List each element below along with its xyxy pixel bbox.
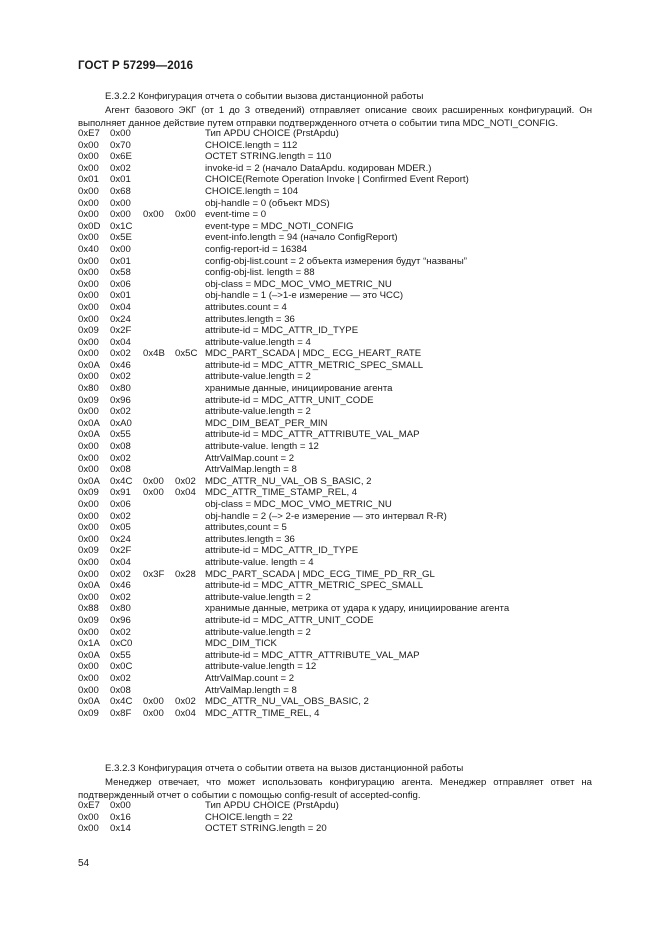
hex-byte: 0x00 [143,696,164,708]
hex-byte: 0x02 [110,371,131,383]
hex-byte: 0x02 [175,696,196,708]
hex-byte: 0x6E [110,151,132,163]
hex-byte: 0x02 [110,162,131,174]
hex-byte: 0x00 [78,139,99,151]
hex-byte: 0x00 [78,591,99,603]
field-description: MDC_ATTR_TIME_STAMP_REL, 4 [205,487,358,499]
hex-byte: 0x02 [175,475,196,487]
field-description: MDC_ATTR_NU_VAL_OBS_BASIC, 2 [205,696,369,708]
hex-byte: 0x00 [78,406,99,418]
hex-byte: 0x3F [143,568,165,580]
hex-byte: 0x00 [143,487,164,499]
hex-byte: 0x00 [78,185,99,197]
field-description: invoke-id = 2 (начало DataApdu. кодирован MDER.) [205,162,432,174]
field-description: OCTET STRING.length = 110 [205,151,332,163]
field-description: attribute-id = MDC_ATTR_ID_TYPE [205,545,359,557]
hex-byte: 0x02 [110,591,131,603]
hex-byte: 0x91 [110,487,131,499]
hex-byte: 0x2F [110,325,132,337]
hex-byte: 0x09 [78,394,99,406]
hex-byte: 0x00 [78,452,99,464]
hex-byte: 0x24 [110,533,131,545]
field-description: CHOICE.length = 22 [205,811,293,823]
hex-byte: 0x00 [110,209,131,221]
section-title-e322: E.3.2.2 Конфигурация отчета о событии вызова дистанционной работы [105,91,424,102]
field-description: attribute-id = MDC_ATTR_ID_TYPE [205,325,359,337]
field-description: attributes,count = 5 [205,522,287,534]
hex-byte: 0x00 [78,232,99,244]
field-description: MDC_DIM_TICK [205,638,277,650]
field-description: attributes.count = 4 [205,301,287,313]
hex-byte: 0x04 [110,301,131,313]
hex-byte: 0x00 [78,197,99,209]
hex-byte: 0x0D [78,220,101,232]
hex-byte: 0x00 [143,209,164,221]
hex-byte: 0x55 [110,649,131,661]
hex-byte: 0x4B [143,348,165,360]
field-description: config-obj-list.count = 2 объекта измерения будут “названы” [205,255,467,267]
hex-byte: 0x01 [78,174,99,186]
field-description: event-time = 0 [205,209,267,221]
field-description: obj-class = MDC_MOC_VMO_METRIC_NU [205,278,392,290]
hex-byte: 0x00 [78,684,99,696]
hex-byte: 0x02 [110,510,131,522]
hex-byte: 0x02 [110,672,131,684]
hex-byte: 0x0A [78,649,100,661]
field-description: attributes.length = 36 [205,313,295,325]
hex-byte: 0x80 [110,603,131,615]
field-description: attribute-value.length = 4 [205,336,311,348]
field-description: Тип APDU CHOICE (PrstApdu) [205,800,339,811]
hex-byte: 0x09 [78,545,99,557]
hex-byte: 0x40 [78,243,99,255]
field-description: attribute-id = MDC_ATTR_UNIT_CODE [205,394,374,406]
hex-byte: 0x0A [78,580,100,592]
hex-byte: 0x70 [110,139,131,151]
hex-byte: 0x00 [78,811,99,823]
hex-byte: 0x5E [110,232,132,244]
hex-byte: 0x00 [78,533,99,545]
hex-byte: 0xE7 [78,800,100,811]
field-description: хранимые данные, метрика от удара к удару, инициирование агента [205,603,510,615]
hex-byte: 0x00 [78,290,99,302]
field-description: obj-handle = 2 (–> 2-е измерение — это интервал R-R) [205,510,447,522]
field-description: attribute-value.length = 12 [205,661,317,673]
hex-byte: 0x01 [110,255,131,267]
section-title-e323: E.3.2.3 Конфигурация отчета о событии ответа на вызов дистанционной работы [105,763,464,774]
hex-byte: 0x06 [110,499,131,510]
field-description: MDC_DIM_BEAT_PER_MIN [205,417,328,429]
field-description: event-info.length = 94 (начало ConfigReport) [205,232,398,244]
hex-byte: 0x09 [78,707,99,719]
hex-byte: 0x55 [110,429,131,441]
field-description: config-obj-list. length = 88 [205,267,315,279]
section-paragraph-e323: Менеджер отвечает, что может использовать конфигурацию агента. Менеджер отправляет ответ на подтвержденный отчет о событии с помощью config-result of accepted-config. [78,777,592,801]
hex-byte: 0x00 [110,800,131,811]
field-description: Тип APDU CHOICE (PrstApdu) [205,128,339,139]
field-description: obj-handle = 0 (объект MDS) [205,197,330,209]
hex-byte: 0x00 [78,464,99,476]
hex-byte: 0x0A [78,417,100,429]
hex-byte: 0x00 [78,278,99,290]
field-description: attribute-id = MDC_ATTR_METRIC_SPEC_SMALL [205,359,424,371]
hex-byte: 0x09 [78,614,99,626]
field-description: CHOICE.length = 112 [205,139,298,151]
field-description: attribute-value.length = 2 [205,371,311,383]
hex-byte: 0x88 [78,603,99,615]
hex-byte: 0x58 [110,267,131,279]
hex-byte: 0x02 [110,452,131,464]
hex-byte: 0x2F [110,545,132,557]
hex-byte: 0x04 [110,556,131,568]
field-description: CHOICE(Remote Operation Invoke | Confirmed Event Report) [205,174,469,186]
hex-byte: 0x00 [78,301,99,313]
hex-byte: 0x00 [78,441,99,453]
hex-byte: 0xA0 [110,417,132,429]
hex-byte: 0x00 [78,522,99,534]
hex-byte: 0x08 [110,441,131,453]
hex-byte: 0x00 [78,371,99,383]
field-description: attribute-value. length = 12 [205,441,319,453]
field-description: AttrValMap.length = 8 [205,684,297,696]
hex-byte: 0x00 [78,661,99,673]
field-description: config-report-id = 16384 [205,243,308,255]
hex-byte: 0x8F [110,707,132,719]
field-description: MDC_PART_SCADA | MDC_ECG_TIME_PD_RR_GL [205,568,435,580]
hex-byte: 0x09 [78,487,99,499]
hex-byte: 0x04 [110,336,131,348]
field-description: CHOICE.length = 104 [205,185,299,197]
hex-byte: 0x00 [78,313,99,325]
field-description: MDC_PART_SCADA | MDC_ ECG_HEART_RATE [205,348,422,360]
field-description: MDC_ATTR_TIME_REL, 4 [205,707,320,719]
field-description: MDC_ATTR_NU_VAL_OB S_BASIC, 2 [205,475,372,487]
hex-byte: 0x02 [110,568,131,580]
hex-byte: 0x4C [110,696,133,708]
section-paragraph-e322: Агент базового ЭКГ (от 1 до 3 отведений) отправляет описание своих расширенных конфигураций. Он выполняет данное действие путем отправки подтвержденного отчета о событии типа MDC_NOTI_CONFIG. [78,105,592,129]
hex-byte: 0x0A [78,359,100,371]
hex-byte: 0x04 [175,707,196,719]
page-number: 54 [78,858,90,869]
hex-byte: 0x00 [110,128,131,139]
hex-byte: 0x16 [110,811,131,823]
hex-byte: 0x00 [78,162,99,174]
field-description: AttrValMap.count = 2 [205,452,295,464]
hex-byte: 0x80 [110,383,131,395]
hex-byte: 0x00 [78,348,99,360]
hex-byte: 0x00 [78,510,99,522]
hex-byte: 0x00 [78,499,99,510]
hex-byte: 0x00 [78,336,99,348]
hex-byte: 0x04 [175,487,196,499]
field-description: AttrValMap.length = 8 [205,464,297,476]
hex-byte: 0xE7 [78,128,100,139]
hex-byte: 0x96 [110,394,131,406]
hex-byte: 0x96 [110,614,131,626]
hex-byte: 0x09 [78,325,99,337]
field-description: attribute-value.length = 2 [205,591,311,603]
hex-byte: 0x0A [78,429,100,441]
hex-byte: 0x68 [110,185,131,197]
hex-byte: 0x00 [78,556,99,568]
hex-byte: 0x4C [110,475,133,487]
hex-byte: 0x06 [110,278,131,290]
hex-byte: 0x08 [110,464,131,476]
hex-byte: 0x02 [110,406,131,418]
field-description: attributes.length = 36 [205,533,295,545]
hex-byte: 0x00 [78,823,99,835]
hex-byte: 0x46 [110,580,131,592]
hex-byte: 0x00 [78,151,99,163]
field-description: attribute-id = MDC_ATTR_UNIT_CODE [205,614,374,626]
field-description: хранимые данные, инициирование агента [205,383,393,395]
hex-byte: 0x00 [175,209,196,221]
hex-byte: 0x00 [110,243,131,255]
hex-byte: 0x00 [143,707,164,719]
hex-byte: 0x01 [110,290,131,302]
hex-byte: 0x00 [78,267,99,279]
field-description: attribute-id = MDC_ATTR_ATTRIBUTE_VAL_MAP [205,649,420,661]
hex-byte: 0xC0 [110,638,133,650]
hex-byte: 0x02 [110,626,131,638]
field-description: attribute-value. length = 4 [205,556,314,568]
hex-byte: 0x0C [110,661,133,673]
field-description: event-type = MDC_NOTI_CONFIG [205,220,354,232]
hex-byte: 0x5C [175,348,198,360]
hex-byte: 0x00 [78,568,99,580]
field-description: attribute-value.length = 2 [205,406,311,418]
field-description: attribute-value.length = 2 [205,626,311,638]
field-description: OCTET STRING.length = 20 [205,823,327,835]
hex-byte: 0x46 [110,359,131,371]
hex-byte: 0x1A [78,638,100,650]
hex-byte: 0x1C [110,220,133,232]
hex-byte: 0x05 [110,522,131,534]
hex-byte: 0x0A [78,696,100,708]
field-description: attribute-id = MDC_ATTR_METRIC_SPEC_SMALL [205,580,424,592]
hex-byte: 0x00 [78,626,99,638]
hex-byte: 0x00 [78,255,99,267]
field-description: obj-handle = 1 (–>1-е измерение — это ЧСС) [205,290,404,302]
hex-byte: 0x01 [110,174,131,186]
hex-byte: 0x24 [110,313,131,325]
document-header: ГОСТ Р 57299—2016 [78,60,194,72]
hex-byte: 0x00 [78,672,99,684]
hex-byte: 0x00 [110,197,131,209]
hex-byte: 0x0A [78,475,100,487]
hex-byte: 0x80 [78,383,99,395]
hex-byte: 0x00 [78,209,99,221]
field-description: obj-class = MDC_MOC_VMO_METRIC_NU [205,499,392,510]
hex-byte: 0x02 [110,348,131,360]
hex-byte: 0x14 [110,823,131,835]
field-description: AttrValMap.count = 2 [205,672,295,684]
hex-byte: 0x28 [175,568,196,580]
hex-byte: 0x00 [143,475,164,487]
hex-byte: 0x08 [110,684,131,696]
field-description: attribute-id = MDC_ATTR_ATTRIBUTE_VAL_MAP [205,429,420,441]
